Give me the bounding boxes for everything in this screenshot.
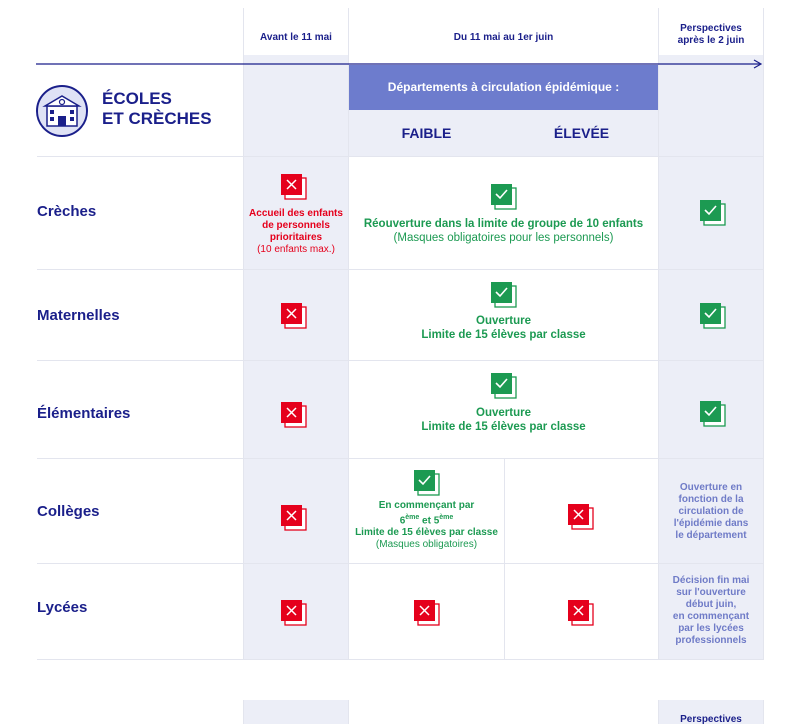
row-label-colleges: Collèges <box>37 503 100 520</box>
lycees-after-text <box>659 575 763 647</box>
colleges-after-text <box>659 482 763 542</box>
creches-between-line1: Réouverture dans la limite de groupe de 10 enfants <box>363 218 644 230</box>
creches-before-line4: (10 enfants max.) <box>257 244 335 255</box>
cross-icon <box>280 599 308 627</box>
colleges-low-text <box>349 500 504 551</box>
creches-before-text <box>244 208 348 256</box>
colleges-low-et: et <box>419 515 434 527</box>
column-header-between: Du 11 mai au 1er juin <box>453 32 554 43</box>
cross-icon <box>413 599 441 627</box>
check-icon <box>490 183 518 211</box>
row-label-maternelles: Maternelles <box>37 307 120 324</box>
row-separator <box>37 269 763 270</box>
creches-before-line2: de personnels <box>262 220 330 231</box>
elementaires-between-line2: Limite de 15 élèves par classe <box>421 421 586 433</box>
cross-icon <box>280 302 308 330</box>
footer-before-bg <box>244 700 348 724</box>
column-header-after-line2: après le 2 juin <box>677 35 745 46</box>
elementaires-between-text <box>349 406 658 434</box>
colleges-after-line5: le département <box>675 530 747 541</box>
section-title <box>102 89 212 129</box>
creches-before-line1: Accueil des enfants <box>249 208 343 219</box>
row-separator <box>37 458 763 459</box>
row-separator <box>37 156 763 157</box>
separator <box>763 700 764 724</box>
maternelles-between-line1: Ouverture <box>476 315 531 327</box>
colleges-low-5: 5 <box>433 515 440 527</box>
elementaires-between-line1: Ouverture <box>476 407 531 419</box>
lycees-after-line4: en commençant <box>672 611 750 622</box>
column-header-after-line1: Perspectives <box>680 23 742 34</box>
colleges-after-line2: fonction de la <box>678 494 744 505</box>
check-icon <box>699 400 727 428</box>
maternelles-between-text <box>349 314 658 342</box>
colleges-after-line3: circulation de <box>678 506 744 517</box>
check-icon <box>699 199 727 227</box>
cross-icon <box>280 504 308 532</box>
separator <box>348 700 349 724</box>
colleges-low-line2 <box>349 512 504 527</box>
separator <box>504 458 505 660</box>
creches-between-text <box>349 217 658 245</box>
department-high-label: ÉLEVÉE <box>553 125 610 141</box>
lycees-after-line1: Décision fin mai <box>672 575 750 586</box>
row-label-lycees: Lycées <box>37 599 88 616</box>
row-separator <box>37 360 763 361</box>
cross-icon <box>280 401 308 429</box>
after-column-bg <box>659 55 763 660</box>
column-header-after <box>659 23 763 47</box>
lycees-after-line3: début juin, <box>685 599 737 610</box>
section-title-line2: ET CRÈCHES <box>102 109 212 128</box>
separator <box>243 700 244 724</box>
row-label-creches: Crèches <box>37 203 97 220</box>
department-low-label: FAIBLE <box>401 125 452 141</box>
section-title-line1: ÉCOLES <box>102 89 172 108</box>
cross-icon <box>567 503 595 531</box>
cross-icon <box>280 173 308 201</box>
departments-header: Départements à circulation épidémique : <box>349 65 658 110</box>
colleges-low-sup: ème <box>405 514 420 521</box>
cross-icon <box>567 599 595 627</box>
row-separator <box>37 563 763 564</box>
check-icon <box>490 372 518 400</box>
check-icon <box>699 302 727 330</box>
before-column-bg <box>244 55 348 660</box>
colleges-low-line1: En commençant par <box>378 500 475 511</box>
colleges-low-sup2: ème <box>439 514 454 521</box>
colleges-low-line4: (Masques obligatoires) <box>375 539 478 551</box>
check-icon <box>490 281 518 309</box>
colleges-after-line1: Ouverture en <box>679 482 743 493</box>
maternelles-between-line2: Limite de 15 élèves par classe <box>421 329 586 341</box>
row-label-elementaires: Élémentaires <box>37 405 131 422</box>
check-icon <box>413 469 441 497</box>
colleges-low-line3: Limite de 15 élèves par classe <box>355 527 498 539</box>
lycees-after-line2: sur l'ouverture <box>676 587 746 598</box>
footer-column-header-after: Perspectives <box>680 714 742 725</box>
colleges-low-6: 6 <box>399 515 406 527</box>
row-separator <box>37 659 763 660</box>
lycees-after-line6: professionnels <box>675 635 747 646</box>
creches-before-line3: prioritaires <box>269 232 323 243</box>
separator <box>763 8 764 660</box>
column-header-before: Avant le 11 mai <box>260 32 332 43</box>
school-building-icon <box>35 84 89 138</box>
creches-between-line2: (Masques obligatoires pour les personnels) <box>393 232 614 244</box>
lycees-after-line5: par les lycées <box>678 623 744 634</box>
colleges-after-line4: l'épidémie dans <box>673 518 749 529</box>
